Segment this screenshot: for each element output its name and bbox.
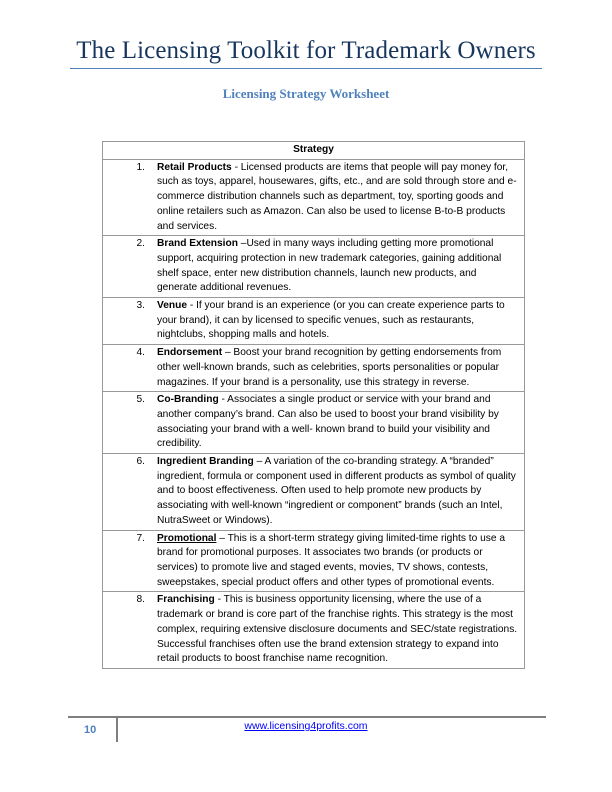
strategy-number: 7. <box>136 532 145 544</box>
strategy-cell <box>103 236 525 298</box>
table-row <box>103 345 525 392</box>
worksheet-title: Licensing Strategy Worksheet <box>222 86 390 101</box>
strategy-description <box>145 299 519 343</box>
strategy-cell <box>103 454 525 531</box>
strategy-name: Endorsement <box>157 347 223 359</box>
strategy-description <box>145 593 519 667</box>
strategy-description <box>145 532 519 591</box>
strategy-name: Promotional <box>157 532 217 544</box>
strategy-text: – Boost your brand recognition by getting endorsements from other well-known brands, such as celebrities, sports personalities or popular magazines. If your brand is a personality, use this strategy in reverse. <box>157 347 502 388</box>
table-header-row <box>103 142 525 160</box>
strategy-table <box>102 141 525 669</box>
strategy-number: 6. <box>136 456 145 468</box>
table-row <box>103 392 525 454</box>
column-header-strategy: Strategy <box>103 142 525 160</box>
strategy-description <box>145 393 519 452</box>
strategy-text: –Used in many ways including getting more promotional support, acquiring protection in new trademark categories, gaining additional shelf space, enter new distribution channels, launch new products, and generate additional revenues. <box>157 238 502 294</box>
strategy-text: - Associates a single product or service with your brand and another company’s brand. Can also be used to boost your brand visibility by associating your brand with a well- known brand to build your visibility and credibility. <box>157 394 499 450</box>
page-number: 10 <box>84 724 97 736</box>
strategy-name: Ingredient Branding <box>157 456 254 468</box>
strategy-text: - This is business opportunity licensing, where the use of a trademark or brand is core part of the franchise rights. This strategy is the most complex, requiring extensive disclosure documents and SEC/state registrations. Successful franchises often use the brand extension strategy to expand into retail products to boost franchise name recognition. <box>157 594 518 665</box>
table-row <box>103 236 525 298</box>
strategy-name: Venue <box>157 300 188 312</box>
strategy-text: - If your brand is an experience (or you can create experience parts to your brand), it can by licensed to specific venues, such as restaurants, nightclubs, shopping malls and hotels. <box>157 300 505 341</box>
strategy-cell <box>103 298 525 345</box>
strategy-table-body <box>103 159 525 668</box>
strategy-description <box>145 161 519 235</box>
strategy-name: Franchising <box>157 594 215 606</box>
title-rule <box>70 68 542 69</box>
strategy-description <box>145 346 519 390</box>
table-row <box>103 454 525 531</box>
strategy-name: Retail Products <box>157 161 232 173</box>
table-row <box>103 592 525 669</box>
strategy-text: – This is a short-term strategy giving limited-time rights to use a brand for promotional purposes. It associates two brands (or products or services) to promote live and staged events, movies, TV shows, contests, sweepstakes, special product offers and other types of promotional events. <box>157 532 506 588</box>
strategy-cell <box>103 530 525 592</box>
strategy-number: 8. <box>136 594 145 606</box>
table-row <box>103 298 525 345</box>
footer-website-link[interactable]: www.licensing4profits.com <box>244 720 368 732</box>
strategy-number: 2. <box>136 238 145 250</box>
strategy-cell <box>103 592 525 669</box>
strategy-number: 4. <box>136 347 145 359</box>
strategy-cell <box>103 392 525 454</box>
strategy-cell <box>103 159 525 236</box>
strategy-name: Co-Branding <box>157 394 219 406</box>
strategy-number: 3. <box>136 300 145 312</box>
strategy-text: - Licensed products are items that people will pay money for, such as toys, apparel, housewares, gifts, etc., and are sold through store and e-commerce distribution channels such as department, toy, sporting goods and online retailers such as Amazon. Can also be used to license B-to-B products and services. <box>157 161 517 232</box>
strategy-description <box>145 237 519 296</box>
strategy-number: 5. <box>136 394 145 406</box>
table-row <box>103 159 525 236</box>
strategy-cell <box>103 345 525 392</box>
table-row <box>103 530 525 592</box>
strategy-number: 1. <box>136 161 145 173</box>
strategy-name: Brand Extension <box>157 238 238 250</box>
strategy-description <box>145 455 519 529</box>
footer-rule <box>68 716 546 718</box>
document-title: The Licensing Toolkit for Trademark Owners <box>76 37 536 64</box>
strategy-text: – A variation of the co-branding strategy. A “branded” ingredient, formula or component used in different products as symbol of quality and to boost effectiveness. Often used to help promote new products by associating with well-known “ingredient or component” brands (such an Intel, NutraSweet or Windows). <box>157 456 516 526</box>
